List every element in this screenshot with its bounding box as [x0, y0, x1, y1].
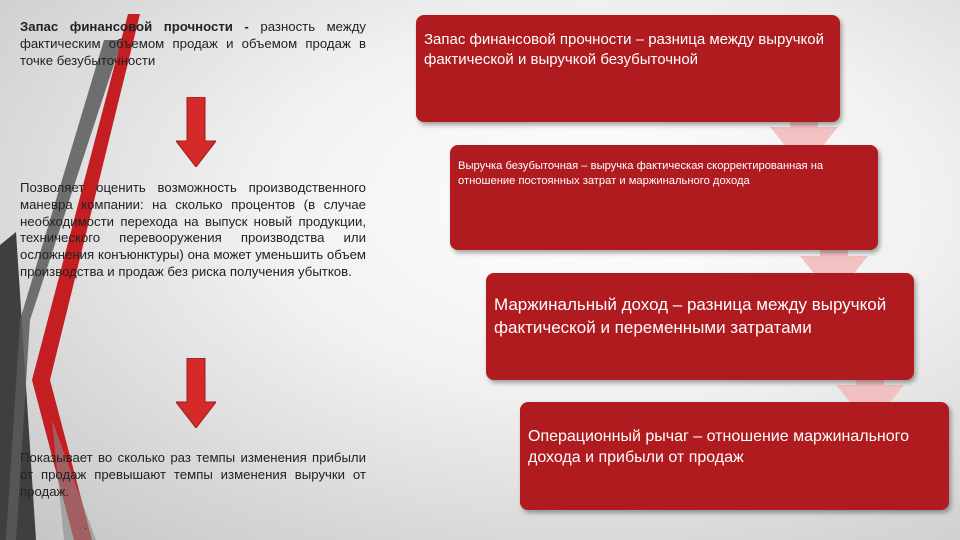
card-reserve-text: Запас финансовой прочности – разница между выручкой фактической и выручкой безубыточной [424, 31, 824, 68]
card-reserve [416, 15, 840, 122]
text-block-leverage: Показывает во сколько раз темпы изменения прибыли от продаж превышают темпы изменения выручки от продаж. [20, 450, 366, 499]
text-block-maneuver: Позволяет оценить возможность производственного маневра компании: на сколько процентов (в случае необходимости перехода на выпуск новый продукции, технического перевооружения производства или осложнения конъюнктуры) она может уменьшить объем производства и продаж без риска получения убытков. [20, 180, 366, 279]
card-breakeven-revenue-text: Выручка безубыточная – выручка фактическая скорректированная на отношение постоянных затрат и маржинального дохода [458, 160, 824, 187]
definition-reserve: разность между фактическим объемом продаж и объемом продаж в точке безубыточности [20, 19, 366, 68]
down-arrow-icon [176, 97, 216, 167]
card-operating-leverage-text: Операционный рычаг – отношение маржинального дохода и прибыли от продаж [528, 428, 910, 466]
card-breakeven-revenue [450, 145, 878, 250]
card-operating-leverage [520, 402, 949, 510]
card-marginal-income-text: Маржинальный доход – разница между выручкой фактической и переменными затратами [494, 295, 887, 337]
down-arrow-icon [176, 358, 216, 428]
text-block-reserve-definition [20, 19, 366, 69]
term-reserve: Запас финансовой прочности - [20, 19, 249, 34]
stray-dot: . [84, 521, 87, 532]
card-marginal-income [486, 273, 914, 380]
